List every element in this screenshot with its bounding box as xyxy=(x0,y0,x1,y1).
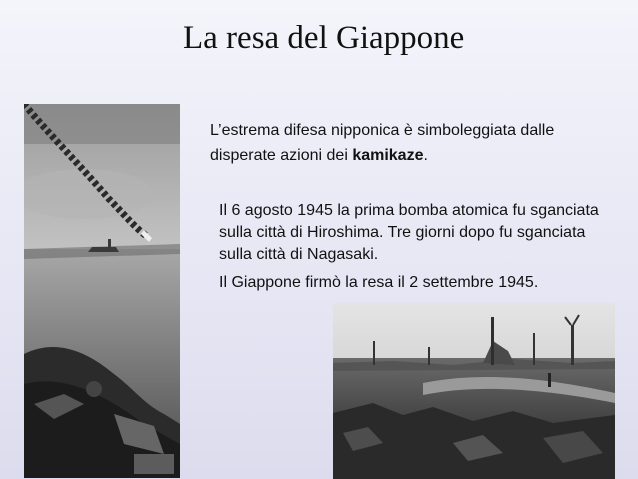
slide-title: La resa del Giappone xyxy=(183,20,465,56)
intro-text-prefix: L’estrema difesa nipponica è simboleggiata dalle disperate azioni dei xyxy=(210,122,555,164)
surrender-text: Il Giappone firmò la resa il 2 settembre 1945. xyxy=(219,274,539,291)
intro-text xyxy=(210,118,620,168)
kamikaze-keyword: kamikaze xyxy=(352,147,424,164)
intro-text-suffix: . xyxy=(423,147,428,164)
hiroshima-ruins-photo xyxy=(333,303,615,479)
kamikaze-attack-photo xyxy=(24,104,180,478)
atomic-bomb-text: Il 6 agosto 1945 la prima bomba atomica fu sganciata sulla città di Hiroshima. Tre giorni dopo fu sganciata sulla città di Nagasaki. xyxy=(219,202,599,263)
